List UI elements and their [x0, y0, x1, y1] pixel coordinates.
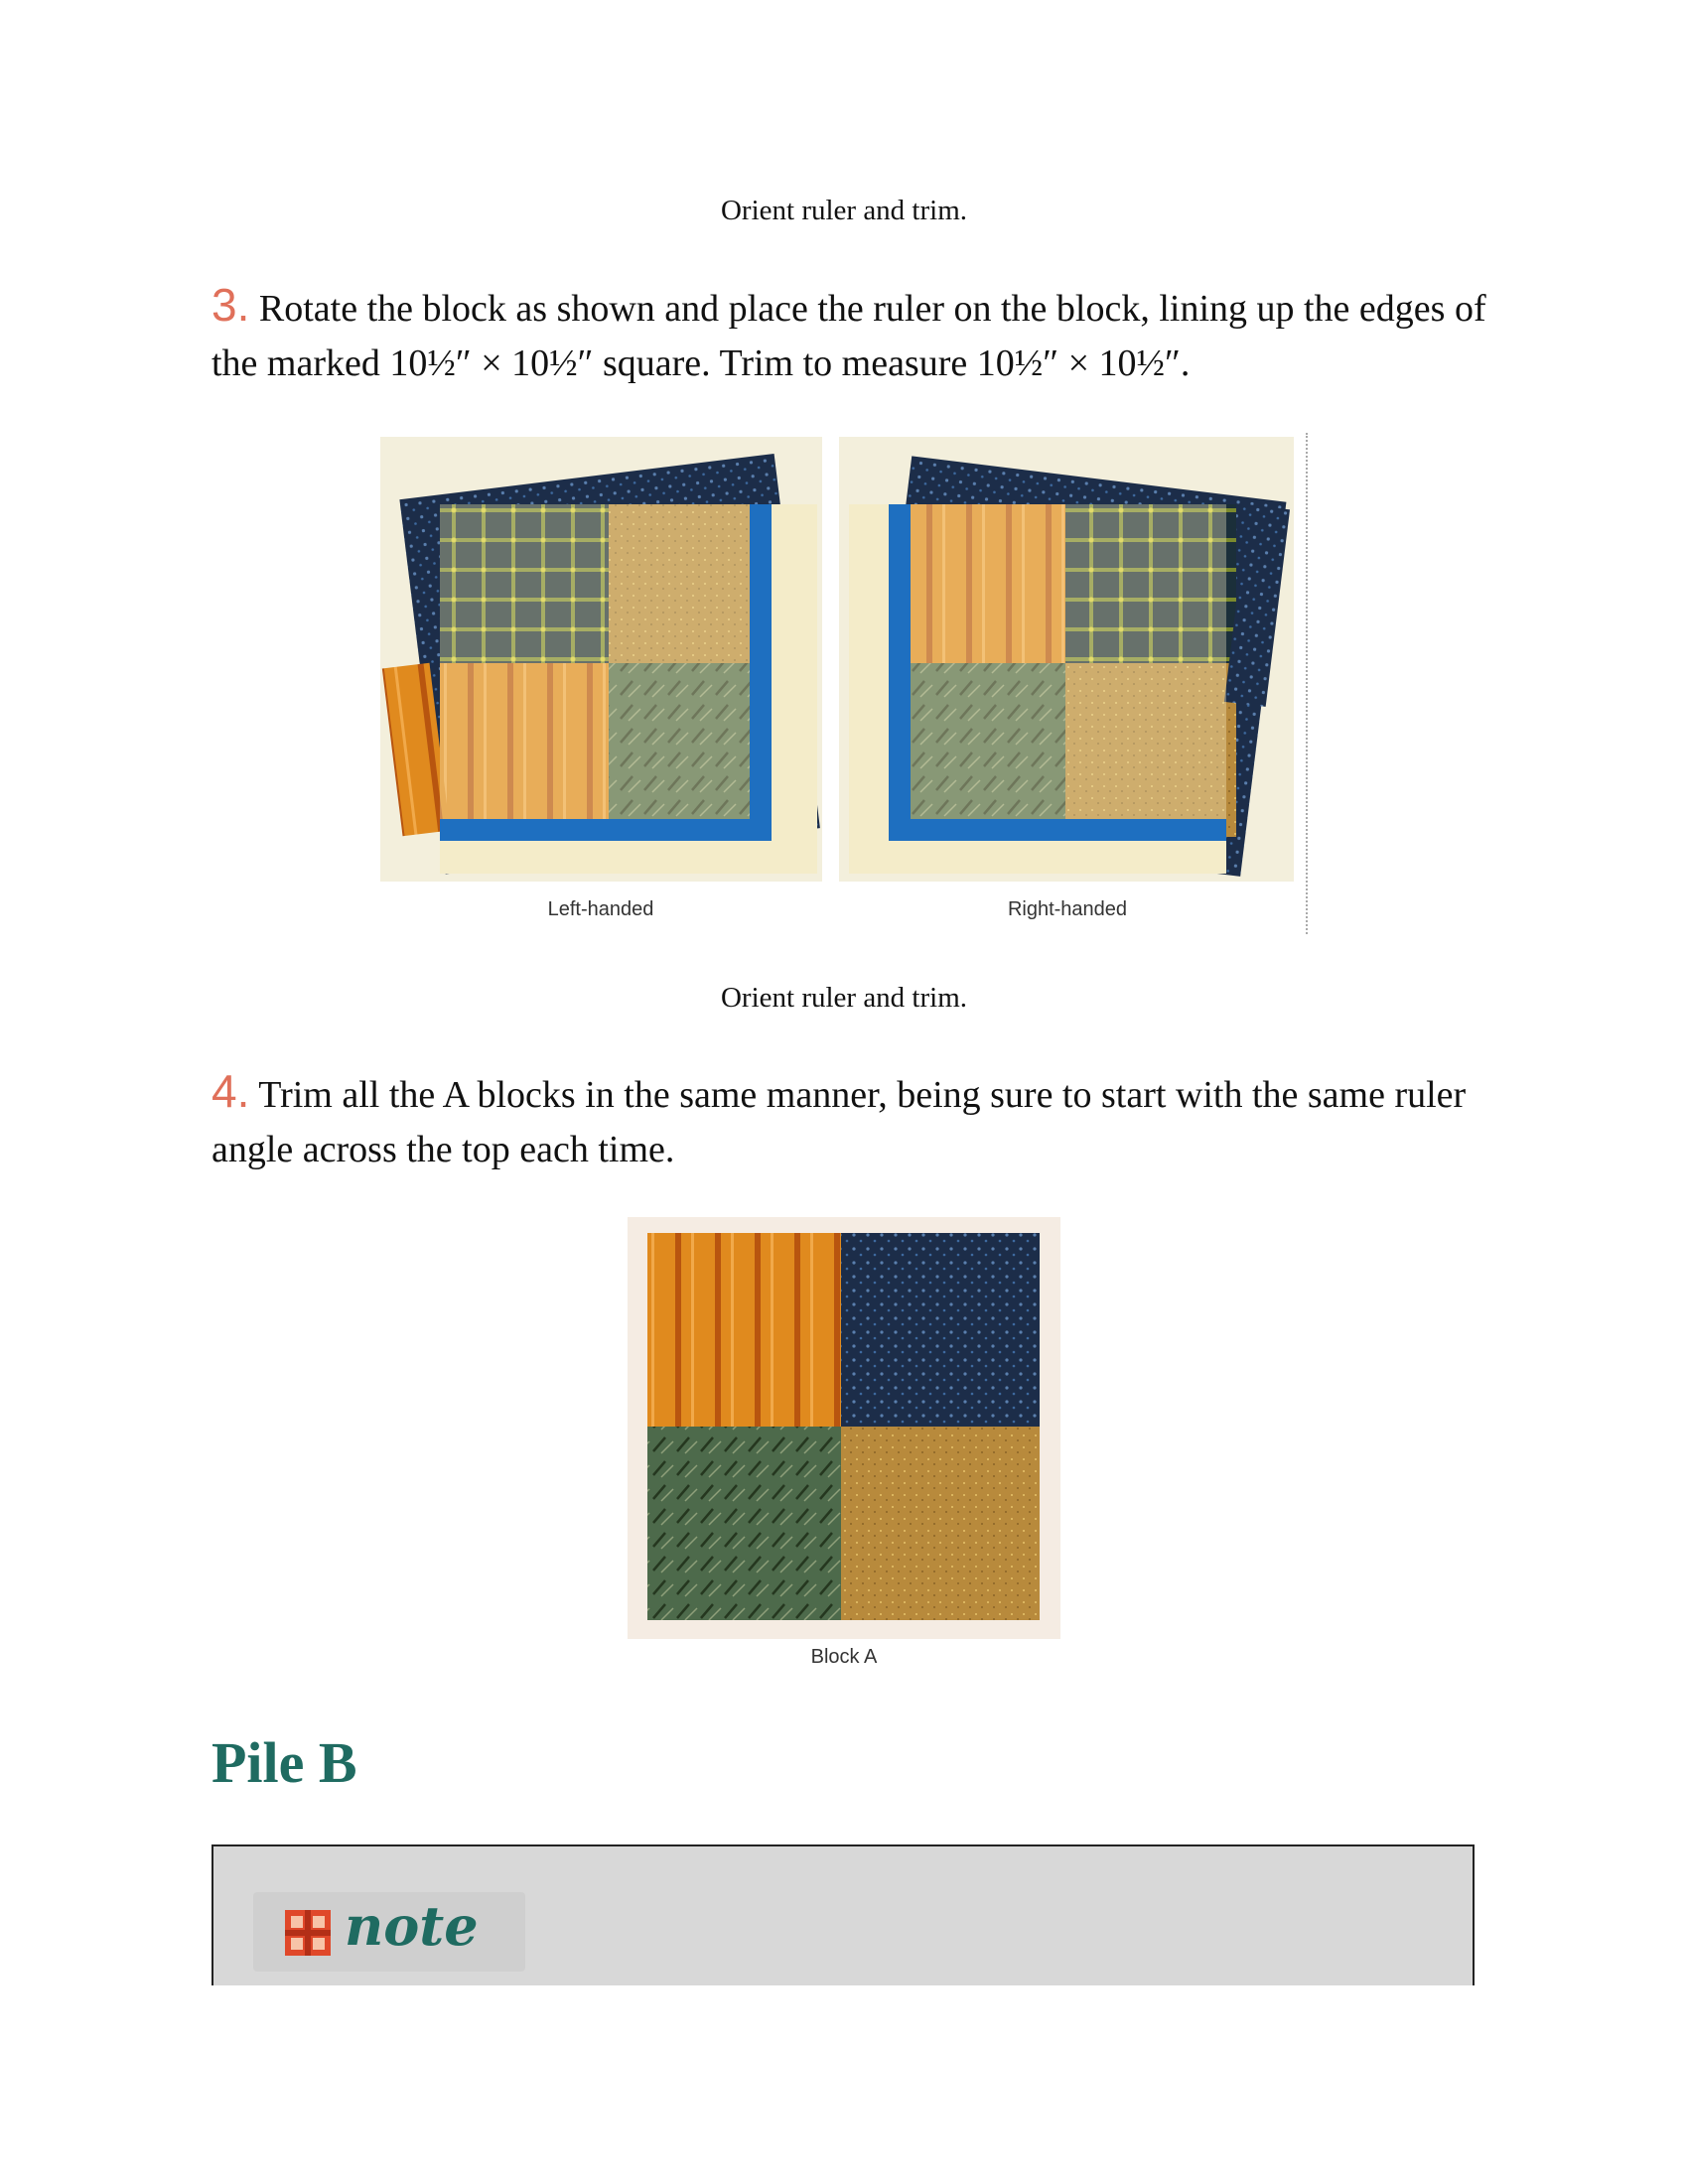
- left-handed-panel: [380, 437, 822, 882]
- step-text: Trim all the A blocks in the same manner, being sure to start with the same ruler angle across the top each time.: [211, 1074, 1467, 1170]
- ruler-orientation-figure: [380, 437, 1294, 893]
- note-box: [211, 1844, 1475, 1985]
- block-a-label: Block A: [810, 1646, 878, 1668]
- figure-caption: Orient ruler and trim.: [720, 982, 968, 1014]
- left-handed-label: Left-handed: [547, 898, 654, 920]
- divider-line: [1306, 433, 1308, 934]
- step-3: [211, 278, 1502, 391]
- section-heading: Pile B: [211, 1730, 357, 1795]
- note-label: note: [345, 1894, 479, 1958]
- step-number: 4.: [211, 1065, 250, 1117]
- right-handed-label: Right-handed: [1007, 898, 1128, 920]
- quilt-block-icon: [285, 1910, 331, 1956]
- step-4: [211, 1064, 1502, 1177]
- note-badge: [253, 1892, 525, 1972]
- step-text: Rotate the block as shown and place the ruler on the block, lining up the edges of the marked 10½″ × 10½″ square. Trim to measure 10½″ × 10½″.: [211, 288, 1486, 384]
- step-number: 3.: [211, 279, 250, 331]
- block-a-figure: [628, 1217, 1060, 1639]
- right-handed-panel: [839, 437, 1294, 882]
- figure-caption-top: Orient ruler and trim.: [720, 195, 968, 226]
